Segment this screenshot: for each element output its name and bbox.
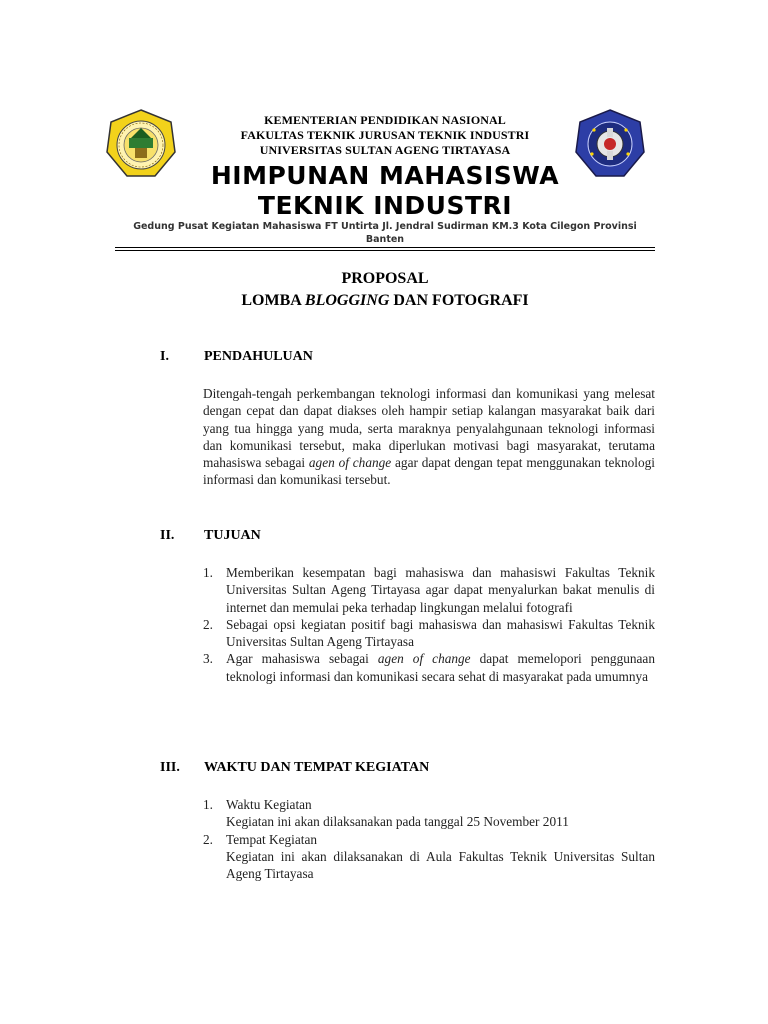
- list-label: Waktu Kegiatan: [226, 797, 312, 812]
- proposal-title-line1: PROPOSAL: [341, 270, 429, 287]
- introduction-paragraph: [203, 385, 655, 489]
- list-text: Kegiatan ini akan dilaksanakan di Aula Fakultas Teknik Universitas Sultan Ageng Tirtayasa: [226, 848, 655, 882]
- section-number: II.: [160, 528, 175, 543]
- letterhead: [170, 113, 600, 221]
- section-number: III.: [160, 760, 180, 775]
- title-post: DAN FOTOGRAFI: [389, 292, 529, 309]
- section-title: TUJUAN: [204, 528, 261, 543]
- list-number: 2.: [203, 616, 213, 632]
- schedule-list: [203, 796, 655, 882]
- list-text-a: Agar mahasiswa sebagai: [226, 651, 378, 667]
- university-emblem-icon: [105, 108, 177, 180]
- section-heading-pendahuluan: [160, 348, 313, 366]
- organization-title-line2: TEKNIK INDUSTRI: [257, 191, 513, 220]
- list-text: Sebagai opsi kegiatan positif bagi mahasiswa dan mahasiswi Fakultas Teknik Universitas Sultan Ageng Tirtayasa: [226, 616, 655, 650]
- list-number: 1.: [203, 565, 213, 580]
- list-item: [203, 650, 655, 685]
- title-pre: LOMBA: [241, 292, 305, 309]
- list-item: [203, 831, 655, 883]
- section-number: I.: [160, 349, 169, 364]
- list-number: 3.: [203, 651, 213, 667]
- list-italic: agen of change: [377, 651, 471, 667]
- para-text-b: agar dapat dengan tepat menggunakan teknologi informasi dan komunikasi tersebut.: [203, 455, 655, 488]
- proposal-title-line2: [115, 290, 655, 312]
- objectives-list: [203, 564, 655, 685]
- section-title: WAKTU DAN TEMPAT KEGIATAN: [204, 760, 430, 775]
- section-heading-waktu-tempat: [160, 759, 429, 777]
- address: Gedung Pusat Kegiatan Mahasiswa FT Untirta Jl. Jendral Sudirman KM.3 Kota Cilegon Provinsi Banten: [133, 221, 637, 245]
- organization-title-line1: HIMPUNAN MAHASISWA: [210, 161, 560, 190]
- list-item: [203, 616, 655, 651]
- list-text: Kegiatan ini akan dilaksanakan pada tanggal 25 November 2011: [226, 814, 569, 830]
- faculty-line: FAKULTAS TEKNIK JURUSAN TEKNIK INDUSTRI: [240, 128, 530, 142]
- header-divider-bottom: [115, 250, 655, 251]
- header-divider-top: [115, 247, 655, 248]
- list-item: [203, 796, 655, 831]
- proposal-title: [115, 268, 655, 312]
- list-item: [203, 564, 655, 616]
- list-number: 2.: [203, 831, 213, 847]
- section-title: PENDAHULUAN: [204, 349, 313, 364]
- section-heading-tujuan: [160, 527, 261, 545]
- list-label: Tempat Kegiatan: [226, 831, 318, 847]
- title-italic: BLOGGING: [304, 292, 390, 309]
- university-line: UNIVERSITAS SULTAN AGENG TIRTAYASA: [259, 143, 511, 157]
- list-text-b: dapat memelopori penggunaan teknologi informasi dan komunikasi secara sehat di masyarakat pada umumnya: [226, 651, 655, 684]
- para-italic: agen of change: [308, 455, 392, 471]
- list-text: Memberikan kesempatan bagi mahasiswa dan mahasiswi Fakultas Teknik Universitas Sultan Ageng Tirtayasa agar dapat menyalurkan bakat menulis di internet dan memulai peka terhadap lingkungan melalui fotografi: [226, 565, 655, 615]
- ministry-line: KEMENTERIAN PENDIDIKAN NASIONAL: [264, 113, 506, 127]
- para-text-a: Ditengah-tengah perkembangan teknologi informasi dan komunikasi yang melesat dengan cepat dan dapat diakses oleh hampir setiap kalangan masyarakat baik dari yang tua hingga yang muda, serta maraknya penyalahgunaan teknologi informasi dan komunikasi tersebut, maka diperlukan motivasi bagi masyarakat, terutama mahasiswa sebagai: [203, 386, 655, 471]
- list-number: 1.: [203, 797, 213, 812]
